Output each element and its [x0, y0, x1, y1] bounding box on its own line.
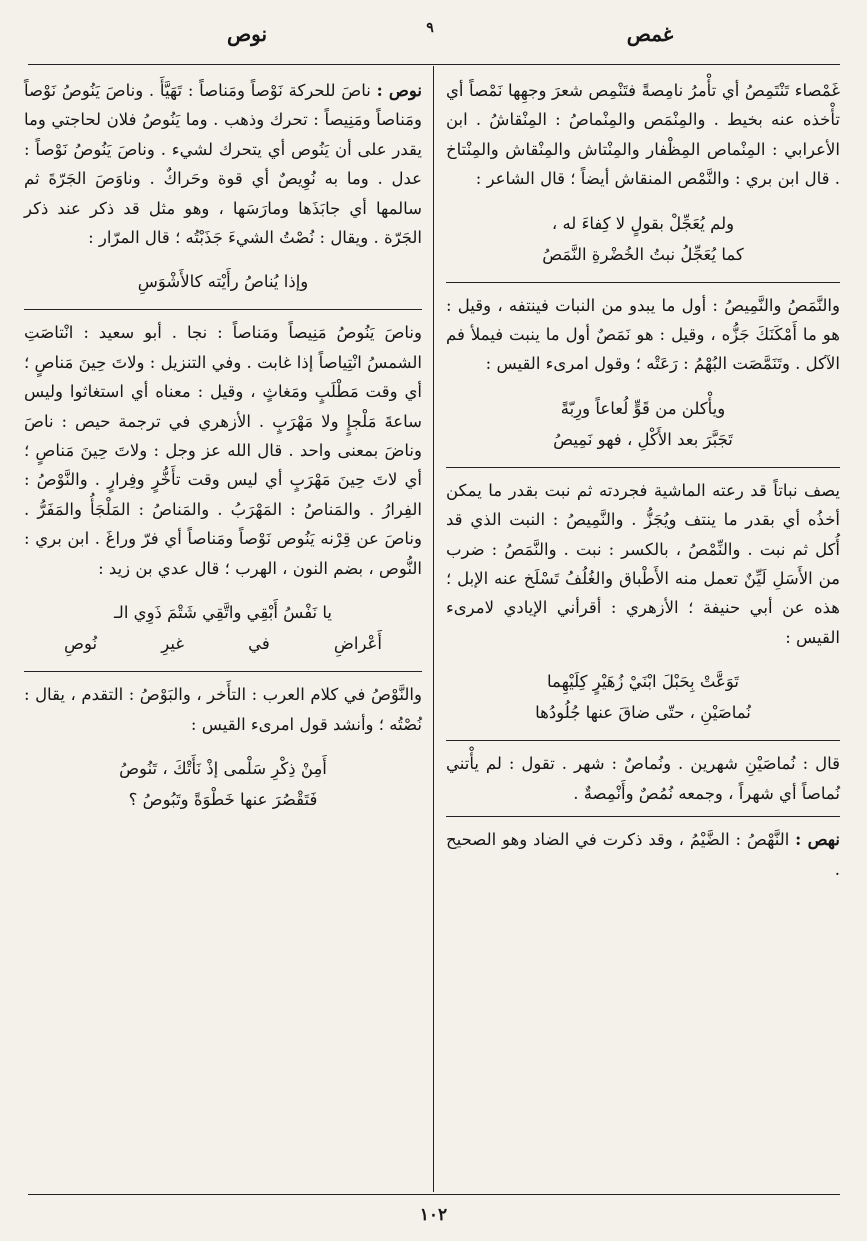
entry-naws — [24, 76, 422, 252]
verse-line: ولم يُعَجِّلْ بقولٍ لا كِفاءَ له ، — [551, 213, 735, 233]
right-paragraph-4: قال : نُماصَيْنِ شهرين . ونُماصٌ : شهر . تقول : لم يأْتني نُماصاً أي شهراً ، وجمعه نُمُصٌ وأَنْمِصةٌ . — [446, 754, 840, 803]
verse-word: أَعْراضِ — [333, 634, 382, 654]
verse-word: في — [248, 634, 270, 654]
right-verse-3 — [446, 666, 840, 728]
verse-line: وإذا يُناصُ رأَيْته كالأَشْوَسِ — [137, 272, 309, 292]
section-separator — [24, 671, 422, 672]
section-separator — [446, 282, 840, 283]
entry-nahs — [446, 825, 840, 884]
verse-word: غيرِ — [161, 634, 184, 654]
verse-line: كما يُعَجِّلُ نبتُ الخُضْرةِ النَّمَصُ — [542, 244, 744, 264]
right-paragraph-3: يصف نباتاً قد رعته الماشية فجردته ثم نبت بقدر ما يمكن أخذُه أي بقدر ما ينتف ويُجَزُّ . والنَّمِيصُ : النبت الذي قد أُكل ثم نبت . والنِّمْصُ ، بالكسر : نبت . والنَّمَصُ : ضرب من الأَسَلِ لَيِّنٌ تعمل منه الأَطْباق والغُلُفُ تَسْلَخ عنه الإبل ؛ هذه عن أبي حنيفة ؛ الأزهري : أقرأني الإيادي لامرىء القيس : — [446, 480, 840, 647]
left-paragraph-1: ناصَ للحركة نَوْصاً ومَناصاً : تَهَيَّأَ . وناصَ يَنُوصُ نَوْصاً ومَناصاً ومَنِيصاً : تحرك وذهب . وما يَنُوصُ فلان لحاجتي وما يقدر على أن يَنُوص أي يتحرك لشيء . وناصَ يَنُوصُ نَوْصاً : عدل . وما به نُوِيصٌ أي قوة وحَراكٌ . وناوَصَ الجَرّةَ ثم سالمها أي جابَذَها ومارَسَها ، وهو مثل قد ذكر عند ذكر الجَرّة . ويقال : نُصْتُ الشيءَ جَذَبْتُه ؛ قال المرّار : — [24, 81, 422, 248]
section-separator — [446, 740, 840, 741]
bottom-rule — [28, 1194, 840, 1195]
header-left-keyword: نوص — [226, 22, 268, 46]
verse-line: نُماصَيْنِ ، حتّى ضاقَ عنها جُلُودُها — [535, 703, 751, 723]
entry-headword: نهص : — [795, 830, 841, 850]
entry-headword: نوص : — [376, 81, 422, 100]
left-paragraph-3: والنَّوْصُ في كلام العرب : التأَخر ، والبَوْصُ : التقدم ، يقال : نُصْتُه ؛ وأنشد قول امرىء القيس : — [24, 685, 422, 734]
column-divider — [433, 66, 434, 1192]
right-verse-1 — [446, 208, 840, 270]
verse-line: ويأْكلن من قَوٍّ لُعاعاً ورِبّةً — [560, 398, 726, 418]
left-verse-3 — [24, 753, 422, 815]
left-column — [24, 76, 422, 827]
left-paragraph-2: وناصَ يَنُوصُ مَنِيصاً ومَناصاً : نجا . أبو سعيد : انْتاصَتِ الشمسُ انْتِياصاً إذا غابت . وفي التنزيل : ولاتَ حِينَ مَناصٍ ؛ أي وقت مَطْلَبٍ ومَغاثٍ ، وقيل : معناه أي استغاثوا وليس ساعةَ مَلْجإٍ ولا مَهْرَبٍ . الأزهري في ترجمة حيص : ناصَ وناضَ بمعنى واحد . قال الله عز وجل : ولاتَ حِينَ مَناصٍ ؛ أي لاتَ حِينَ مَهْرَبٍ أي ليس وقت تأَخُّرٍ وفِرارٍ . والنَّوْصُ : الفِرارُ . والمَناصُ : المَهْرَبُ . والمَناصُ : المَلْجَأُ والمَفَرُّ . وناصَ عن قِرْنه يَنُوص نَوْصاً ومَناصاً أي فرّ وراغَ . ابن بري : النُّوص ، بضم النون ، الهرب ؛ قال عدي بن زيد : — [24, 323, 422, 578]
section-separator — [24, 309, 422, 310]
right-column — [446, 76, 840, 884]
verse-line: يا نَفْسُ أَبْقِي واتَّقِي شَتْمَ ذَوِي الـ — [113, 603, 333, 623]
verse-line: تَجَبَّرَ بعد الأَكْلِ ، فهو نَمِيصُ — [553, 429, 733, 449]
right-paragraph-1: غَمْصاء تَنْتَمِصُ أي تأْمرُ نامِصةً فتَنْمِص شعرَ وجهِها نَمْصاً أي تأْخذه عنه بخيط . والمِنْمَص والمِنْماصُ : المِنْقاشُ . ابن الأعرابي : المِنْماص المِظْفار والمِنْتاش والمِنْقاش والمِنْتاخ . قال ابن بري : والنَّمْص المنقاش أيضاً ؛ قال الشاعر : — [446, 81, 840, 189]
section-separator — [446, 467, 840, 468]
section-separator — [446, 816, 840, 817]
left-verse-1 — [24, 266, 422, 297]
verse-line: أَمِنْ ذِكْرِ سَلْمى إذْ نَأَتْكَ ، تَنُوصُ — [119, 758, 327, 778]
right-verse-2 — [446, 393, 840, 455]
verse-line — [24, 628, 422, 659]
verse-line: تَوَعَّتْ بِحَبْلَ ابْنَيْ زُهَيْرٍ كِلَيْهِما — [547, 672, 739, 692]
verse-line: فَتَقْصُرَ عنها خَطْوَةً وتَبُوصُ ؟ — [128, 789, 318, 809]
right-paragraph-2: والنَّمَصُ والنَّمِيصُ : أول ما يبدو من النبات فينتفه ، وقيل : هو ما أَمْكَنَكَ جَزُّه ، وقيل : هو نَمَصٌ أول ما ينبت فيملأ فم الآكل . وتَنَمَّصَت البُهْمُ : رَعَتْه ؛ وقول امرىء القيس : — [446, 295, 840, 374]
header-right-keyword: غمص — [626, 22, 674, 46]
header-center-mark: ٩ — [426, 20, 434, 36]
top-rule — [28, 64, 840, 65]
entry-text: النَّهْصُ : الضَّيْمُ ، وقد ذكرت في الضاد وهو الصحيح . — [446, 830, 840, 879]
verse-word: نُوصِ — [64, 634, 98, 654]
page-number: ١٠٢ — [419, 1205, 448, 1225]
left-verse-2 — [24, 597, 422, 659]
